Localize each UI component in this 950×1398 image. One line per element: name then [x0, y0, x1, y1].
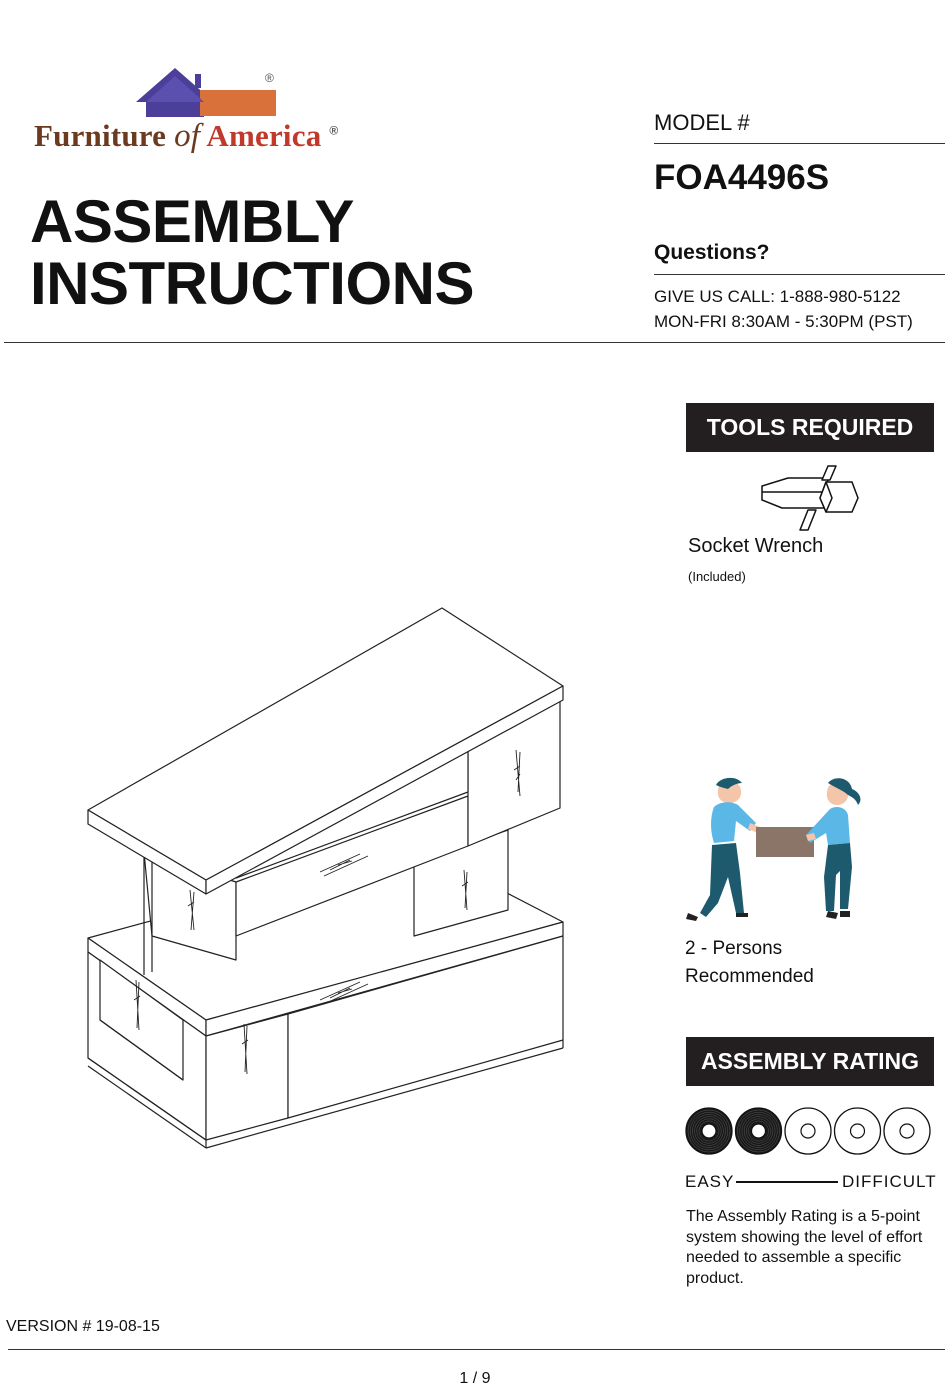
- brand-word-1: Furniture: [34, 118, 167, 153]
- scale-easy-label: EASY: [685, 1172, 735, 1191]
- contact-phone: GIVE US CALL: 1-888-980-5122: [654, 287, 901, 306]
- scale-difficult-label: DIFFICULT: [842, 1172, 937, 1191]
- title-line-2: INSTRUCTIONS: [30, 250, 474, 317]
- persons-recommended: Recommended: [685, 966, 814, 987]
- persons-count: 2 - Persons: [685, 938, 783, 959]
- scale-line: [736, 1181, 838, 1183]
- two-persons-icon: [684, 775, 880, 923]
- rating-circle-filled: [686, 1108, 732, 1154]
- model-label: MODEL #: [654, 110, 750, 135]
- socket-wrench-icon: [758, 462, 862, 534]
- tool-name: Socket Wrench: [688, 535, 824, 557]
- brand-word-2: of: [174, 118, 201, 154]
- rating-circles: [684, 1106, 934, 1156]
- page-number: 1 / 9: [459, 1370, 491, 1387]
- rating-circle-filled: [736, 1108, 782, 1154]
- contact-hours: MON-FRI 8:30AM - 5:30PM (PST): [654, 312, 913, 331]
- header-divider: [4, 342, 945, 343]
- model-code: FOA4496S: [654, 158, 830, 197]
- tools-required-heading: TOOLS REQUIRED: [686, 403, 934, 452]
- title-line-1: ASSEMBLY: [30, 188, 354, 255]
- rating-circle-empty: [835, 1108, 881, 1154]
- assembly-rating-heading: ASSEMBLY RATING: [686, 1037, 934, 1086]
- rating-description: The Assembly Rating is a 5-point system showing the level of effort needed to assemble a specific product.: [686, 1208, 923, 1287]
- carried-box: [756, 827, 814, 857]
- left-person: [686, 778, 760, 921]
- version-number: VERSION # 19-08-15: [6, 1318, 160, 1335]
- footer-divider: [8, 1349, 945, 1350]
- tv-stand-illustration: [80, 600, 580, 1150]
- rating-circle-empty: [785, 1108, 831, 1154]
- brand-wordmark: [34, 118, 338, 155]
- right-person: [806, 778, 860, 919]
- brand-word-3: America: [206, 118, 322, 153]
- logo-registered-mark: ®: [265, 71, 274, 85]
- rating-circle-empty: [884, 1108, 930, 1154]
- questions-divider: [654, 274, 945, 275]
- brand-registered-mark: ®: [329, 123, 339, 138]
- questions-label: Questions?: [654, 241, 770, 264]
- model-divider: [654, 143, 945, 144]
- logo-chimney: [195, 74, 201, 88]
- logo-orange-bar: [200, 90, 276, 116]
- tool-note: (Included): [688, 569, 746, 584]
